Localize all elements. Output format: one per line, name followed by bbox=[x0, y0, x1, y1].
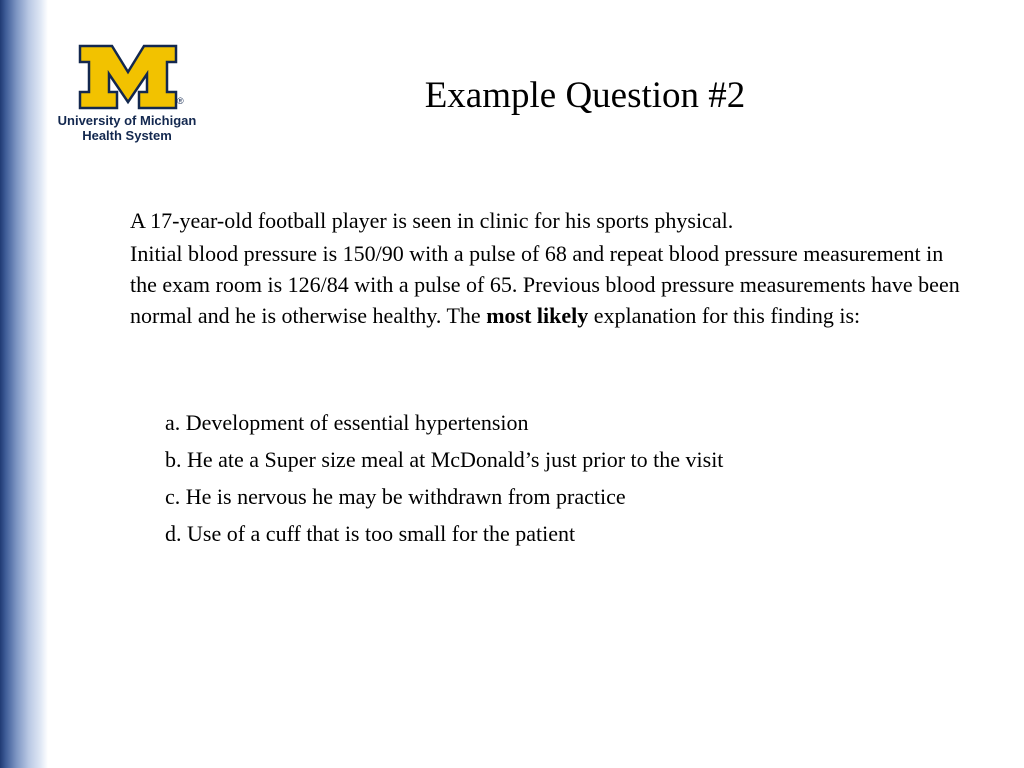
question-body-start: Initial blood pressure is 150/90 with a pulse of 68 and repeat blood pressure measurement in the exam room is 126/84 with a pulse of 65. Previous blood pressure measurements have been normal and he is otherwise healthy. The bbox=[130, 241, 960, 328]
logo-text-line1: University of Michigan bbox=[57, 113, 197, 128]
option-a: a. Development of essential hypertension bbox=[165, 410, 529, 435]
question-text bbox=[130, 205, 960, 331]
block-m-icon bbox=[78, 44, 178, 112]
question-body bbox=[130, 238, 960, 331]
option-b: b. He ate a Super size meal at McDonald’s just prior to the visit bbox=[165, 447, 724, 472]
registered-mark: ® bbox=[177, 96, 184, 106]
side-gradient-bar bbox=[0, 0, 48, 768]
university-logo bbox=[52, 44, 202, 148]
option-c: c. He is nervous he may be withdrawn from practice bbox=[165, 484, 626, 509]
question-line-1: A 17-year-old football player is seen in clinic for his sports physical. bbox=[130, 208, 734, 233]
slide-title: Example Question #2 bbox=[424, 75, 746, 116]
logo-text-line2: Health System bbox=[82, 128, 172, 143]
answer-options bbox=[165, 404, 965, 552]
question-body-end: explanation for this finding is: bbox=[588, 303, 861, 328]
option-d: d. Use of a cuff that is too small for the patient bbox=[165, 521, 576, 546]
emphasized-phrase: most likely bbox=[486, 303, 589, 328]
